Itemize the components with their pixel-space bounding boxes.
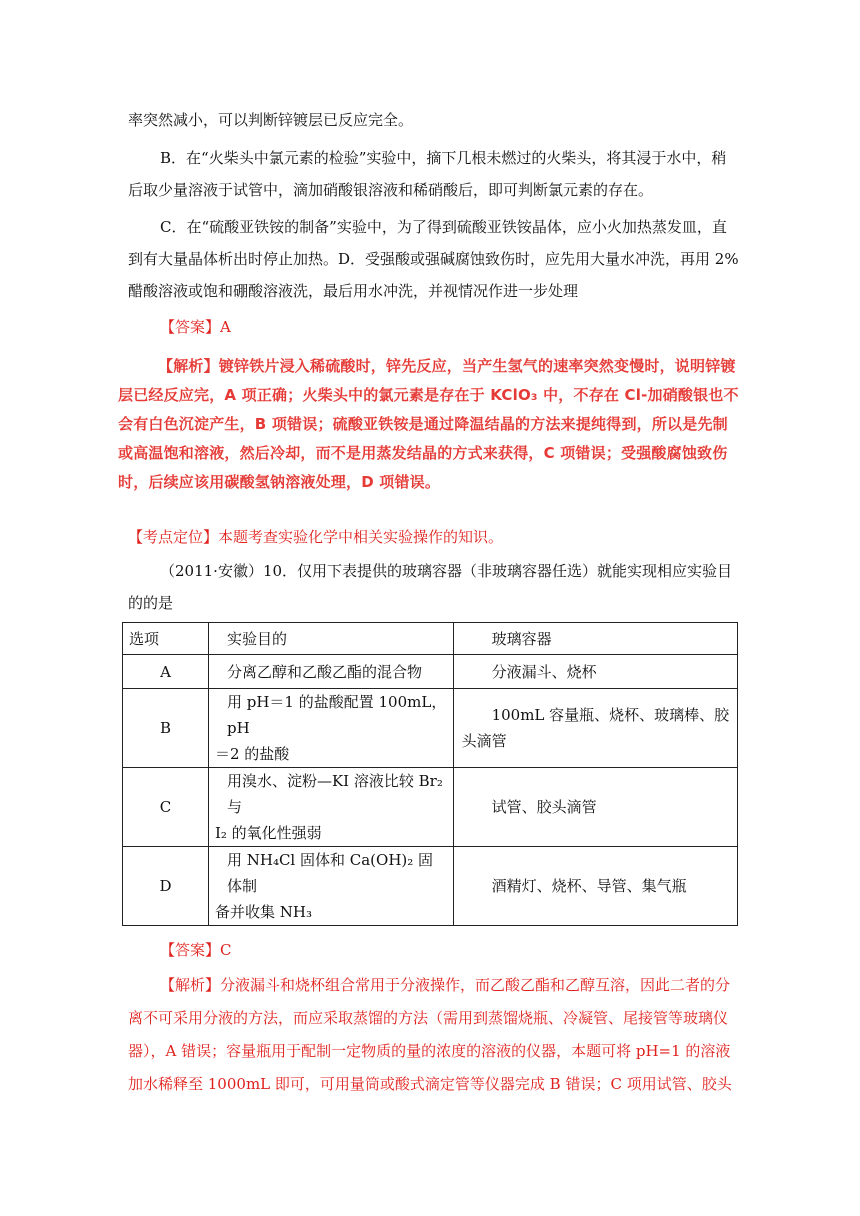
- cell-line: 用 NH₄Cl 固体和 Ca(OH)₂ 固体制: [226, 851, 434, 895]
- question-line: 的的是: [128, 594, 174, 612]
- cell-line: 100mL 容量瓶、烧杯、玻璃棒、胶: [491, 706, 730, 724]
- cell-line: ＝2 的盐酸: [214, 745, 290, 763]
- kaodian-line: 【考点定位】本题考查实验化学中相关实验操作的知识。: [128, 528, 504, 546]
- table-cell-purpose: [208, 689, 453, 768]
- answer-label: 【答案】A: [160, 318, 231, 336]
- analysis-line: 器），A 错误；容量瓶用于配制一定物质的量的浓度的溶液的仪器，本题可将 pH=1 的溶液: [128, 1042, 731, 1060]
- cell-line: 用溴水、淀粉—KI 溶液比较 Br₂ 与: [226, 772, 443, 816]
- table-cell-container: [453, 689, 737, 768]
- table-row: [123, 847, 738, 926]
- answer-label: 【答案】C: [160, 941, 232, 959]
- question-line: （2011·安徽）10．仅用下表提供的玻璃容器（非玻璃容器任选）就能实现相应实验目: [160, 562, 733, 580]
- table-header-cell: 选项: [123, 623, 209, 655]
- table-header-row: [123, 623, 738, 655]
- option-b-line: 后取少量溶液于试管中，滴加硝酸银溶液和稀硝酸后，即可判断氯元素的存在。: [128, 181, 654, 199]
- table-cell-container: 分液漏斗、烧杯: [453, 655, 737, 689]
- table-cell-option: B: [123, 689, 209, 768]
- table-row: [123, 768, 738, 847]
- table-cell-option: C: [123, 768, 209, 847]
- table-row: [123, 689, 738, 768]
- cell-line: I₂ 的氧化性强弱: [214, 824, 322, 842]
- analysis-line: 【解析】分液漏斗和烧杯组合常用于分液操作，而乙酸乙酯和乙醇互溶，因此二者的分: [160, 976, 731, 994]
- table-header-cell: 玻璃容器: [453, 623, 737, 655]
- text-line: 率突然减小，可以判断锌镀层已反应完全。: [128, 111, 414, 129]
- table-cell-purpose: [208, 768, 453, 847]
- cell-line: 备并收集 NH₃: [214, 903, 312, 921]
- cell-line: 头滴管: [461, 732, 507, 750]
- table-cell-container: 酒精灯、烧杯、导管、集气瓶: [453, 847, 737, 926]
- analysis-line: 加水稀释至 1000mL 即可，可用量筒或酸式滴定管等仪器完成 B 错误；C 项用试管、胶头: [128, 1075, 732, 1093]
- table-cell-option: D: [123, 847, 209, 926]
- option-b-line: B．在“火柴头中氯元素的检验”实验中，摘下几根未燃过的火柴头，将其浸于水中，稍: [160, 149, 727, 167]
- analysis-image-block: [118, 352, 740, 497]
- table-row: [123, 655, 738, 689]
- analysis-line: 层已经反应完，A 项正确；火柴头中的氯元素是存在于 KClO₃ 中，不存在 Cl-加硝酸银也不: [118, 386, 739, 404]
- experiment-table: [122, 622, 738, 926]
- table-cell-purpose: [208, 847, 453, 926]
- cell-line: 用 pH＝1 的盐酸配置 100mL，pH: [226, 693, 447, 737]
- analysis-line: 【解析】镀锌铁片浸入稀硫酸时，锌先反应，当产生氢气的速率突然变慢时，说明锌镀: [158, 357, 736, 375]
- table-cell-purpose: 分离乙醇和乙酸乙酯的混合物: [208, 655, 453, 689]
- option-c-line: C．在“硫酸亚铁铵的制备”实验中，为了得到硫酸亚铁铵晶体，应小火加热蒸发皿，直: [160, 218, 727, 236]
- analysis-line: 离不可采用分液的方法，而应采取蒸馏的方法（需用到蒸馏烧瓶、冷凝管、尾接管等玻璃仪: [128, 1009, 729, 1027]
- analysis-line: 会有白色沉淀产生，B 项错误；硫酸亚铁铵是通过降温结晶的方法来提纯得到，所以是先制: [118, 415, 728, 433]
- table-cell-container: 试管、胶头滴管: [453, 768, 737, 847]
- option-c-line: 醋酸溶液或饱和硼酸溶液洗，最后用水冲洗，并视情况作进一步处理: [128, 282, 579, 300]
- option-c-line: 到有大量晶体析出时停止加热。D．受强酸或强碱腐蚀致伤时，应先用大量水冲洗，再用 2%: [128, 250, 739, 268]
- analysis-line: 时，后续应该用碳酸氢钠溶液处理，D 项错误。: [118, 473, 441, 491]
- analysis-line: 或高温饱和溶液，然后冷却，而不是用蒸发结晶的方式来获得，C 项错误；受强酸腐蚀致伤: [118, 444, 728, 462]
- table-header-cell: 实验目的: [208, 623, 453, 655]
- table-cell-option: A: [123, 655, 209, 689]
